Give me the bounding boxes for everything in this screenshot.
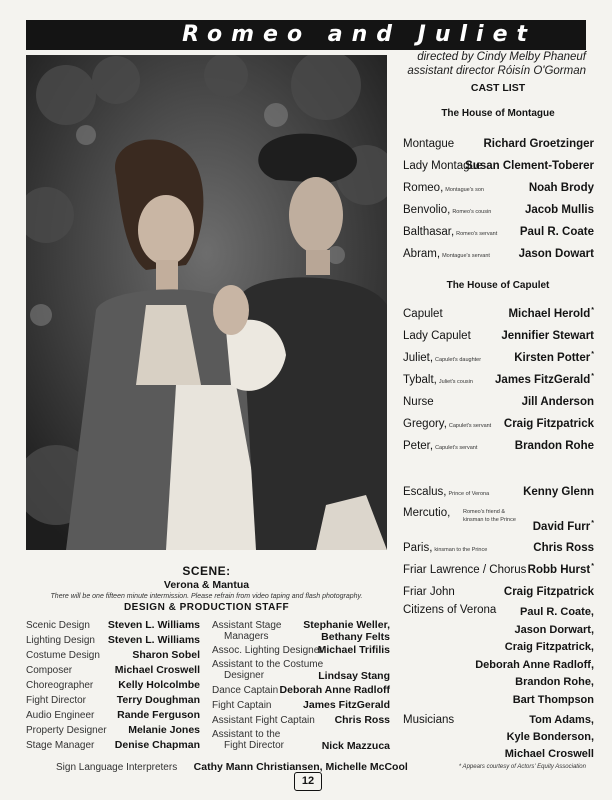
cast-actor: Jacob Mullis	[524, 204, 594, 216]
cast-actor-list	[505, 712, 594, 763]
staff-role: Choreographer	[26, 680, 94, 691]
cast-role: Lady Montague	[403, 160, 483, 172]
staff-role-line: Managers	[224, 631, 269, 642]
equity-mark: *	[591, 520, 594, 528]
cast-role: Citizens of Verona	[403, 604, 497, 616]
equity-mark: *	[591, 563, 594, 571]
cast-row	[403, 244, 594, 260]
cast-actor: Richard Groetzinger	[483, 138, 594, 150]
photo-romeo-juliet-icon	[26, 55, 387, 550]
cast-role-note: Romeo's servant	[456, 231, 498, 237]
staff-role-line: Designer	[224, 670, 265, 681]
cast-role: Abram,	[403, 248, 441, 260]
cast-row	[403, 348, 594, 364]
cast-actor: Jill Anderson	[521, 396, 594, 408]
cast-row	[403, 304, 594, 320]
cast-actor: Kyle Bonderson,	[506, 731, 594, 743]
equity-mark: *	[591, 351, 594, 359]
cast-role: Mercutio,	[403, 507, 451, 519]
staff-name: Kelly Holcolmbe	[118, 679, 200, 691]
staff-name: James FitzGerald	[303, 699, 390, 711]
interpreters-label: Sign Language Interpreters	[56, 762, 178, 773]
cast-role-note: Montague's servant	[442, 253, 490, 259]
staff-heading: DESIGN & PRODUCTION STAFF	[123, 602, 290, 613]
cast-row	[403, 414, 594, 430]
cast-role: Nurse	[403, 396, 434, 408]
cast-role: Juliet,	[403, 352, 434, 364]
cast-role: Paris,	[403, 542, 433, 554]
interpreters-line	[56, 757, 408, 775]
cast-row-mercutio	[403, 505, 594, 535]
staff-role: Composer	[26, 665, 73, 676]
staff-role-line: Assistant to the Costume	[212, 659, 324, 670]
cast-role-note: Capulet's servant	[448, 423, 492, 429]
cast-role: Musicians	[403, 714, 455, 726]
cast-row	[403, 222, 594, 238]
cast-role-note: Capulet's daughter	[435, 357, 482, 363]
cast-actor: Craig Fitzpatrick,	[504, 641, 594, 653]
cast-list-heading: CAST LIST	[470, 82, 526, 94]
production-photo	[26, 55, 387, 550]
staff-role-line: Assistant to the	[212, 729, 281, 740]
cast-role: Montague	[403, 138, 455, 150]
cast-actor: Michael Herold	[508, 308, 591, 320]
staff-name-line: Bethany Felts	[321, 631, 390, 643]
cast-actor-list	[475, 604, 594, 709]
cast-role: Friar John	[403, 586, 455, 598]
cast-role-note: kinsman to the Prince	[434, 547, 488, 553]
staff-name: Nick Mazzuca	[321, 740, 390, 752]
staff-role: Lighting Design	[26, 635, 95, 646]
staff-name: Melanie Jones	[128, 724, 200, 736]
cast-actor: Brandon Rohe,	[515, 676, 594, 688]
staff-name	[303, 619, 390, 643]
cast-row	[403, 370, 594, 386]
cast-actor: Tom Adams,	[529, 714, 594, 726]
cast-row	[403, 482, 594, 498]
cast-actor: Kenny Glenn	[523, 486, 594, 498]
cast-role-note	[463, 508, 516, 524]
cast-role: Friar Lawrence / Chorus	[403, 564, 527, 576]
staff-name: Chris Ross	[334, 714, 390, 726]
cast-role-note: Romeo's cousin	[452, 209, 492, 215]
cast-role: Tybalt,	[403, 374, 437, 386]
cast-row	[403, 560, 594, 576]
cast-actor: Jennifier Stewart	[501, 330, 594, 342]
staff-role	[212, 729, 284, 751]
staff-name: Steven L. Williams	[107, 619, 200, 631]
staff-role: Stage Manager	[26, 740, 95, 751]
equity-mark: *	[591, 307, 594, 315]
cast-role: Balthasar,	[403, 226, 455, 238]
cast-role: Peter,	[403, 440, 434, 452]
staff-role: Scenic Design	[26, 620, 90, 631]
staff-role: Dance Captain	[212, 685, 279, 696]
cast-actor: Michael Croswell	[504, 748, 594, 760]
staff-name-line: Stephanie Weller,	[303, 619, 390, 631]
staff-name: Deborah Anne Radloff	[279, 684, 390, 696]
cast-role-note-line: kinsman to the Prince	[463, 517, 516, 523]
staff-role-line: Assistant Stage	[212, 620, 282, 631]
cast-actor: Noah Brody	[528, 182, 594, 194]
cast-actor: Bart Thompson	[512, 693, 594, 706]
montague-heading: The House of Montague	[441, 108, 555, 119]
cast-row	[403, 436, 594, 452]
cast-actor: Deborah Anne Radloff,	[475, 658, 594, 671]
cast-actor: Robb Hurst	[527, 564, 591, 576]
staff-name: Sharon Sobel	[132, 649, 200, 661]
staff-name: Steven L. Williams	[107, 634, 200, 646]
cast-actor: Craig Fitzpatrick	[503, 418, 594, 430]
cast-row	[403, 200, 594, 216]
cast-actor: James FitzGerald	[495, 374, 591, 386]
cast-role-note: Capulet's servant	[435, 445, 478, 451]
director-credit	[407, 50, 586, 78]
staff-name: Michael Trifilis	[317, 644, 390, 656]
staff-name: Michael Croswell	[114, 664, 200, 676]
staff-name: Denise Chapman	[114, 739, 200, 751]
cast-role-note: Montague's son	[445, 187, 484, 193]
equity-footnote: * Appears courtesy of Actors' Equity Association	[458, 764, 586, 770]
cast-actor: David Furr	[532, 521, 591, 533]
intermission-note: There will be one fifteen minute intermission. Please refrain from video taping and flash photography.	[50, 593, 363, 600]
scene-block	[26, 564, 387, 600]
staff-role	[212, 659, 323, 681]
cast-actor: Kirsten Potter	[514, 352, 591, 364]
cast-row	[403, 134, 594, 150]
cast-row	[403, 178, 594, 194]
staff-role	[212, 620, 281, 642]
cast-actor: Jason Dowart	[518, 248, 594, 260]
staff-role: Fight Director	[26, 695, 87, 706]
cast-row	[403, 538, 594, 554]
cast-row	[403, 326, 594, 342]
director-line: directed by Cindy Melby Phaneuf	[417, 51, 586, 63]
cast-actor: Craig Fitzpatrick	[503, 586, 594, 598]
staff-role: Property Designer	[26, 725, 107, 736]
cast-row	[403, 156, 594, 172]
scene-heading: SCENE:	[182, 564, 231, 578]
staff-role-line: Fight Director	[224, 740, 285, 751]
cast-role: Capulet	[403, 308, 443, 320]
cast-role: Lady Capulet	[403, 330, 471, 342]
cast-role: Gregory,	[403, 418, 447, 430]
staff-role: Assistant Fight Captain	[212, 715, 315, 726]
page-number: 12	[294, 772, 322, 791]
staff-name: Terry Doughman	[116, 694, 200, 706]
cast-actor: Chris Ross	[533, 542, 594, 554]
cast-role: Romeo,	[403, 182, 444, 194]
equity-mark: *	[591, 373, 594, 381]
scene-place: Verona & Mantua	[163, 579, 250, 591]
cast-role-note: Juliet's cousin	[438, 379, 473, 385]
assistant-director-line: assistant director Róisín O'Gorman	[407, 65, 586, 77]
staff-role: Fight Captain	[212, 700, 272, 711]
title-banner	[26, 20, 586, 50]
cast-role-note-line: Romeo's friend &	[463, 509, 506, 515]
cast-role: Escalus,	[403, 486, 447, 498]
cast-actor: Paul R. Coate	[519, 226, 594, 238]
staff-role: Assoc. Lighting Designer	[212, 645, 323, 656]
cast-actor: Brandon Rohe	[514, 440, 594, 452]
cast-role-note: Prince of Verona	[448, 491, 490, 497]
staff-name: Rande Ferguson	[117, 709, 200, 721]
capulet-heading: The House of Capulet	[446, 280, 550, 291]
cast-actor: Susan Clement-Toberer	[465, 160, 594, 172]
play-title: Romeo and Juliet	[182, 22, 536, 47]
cast-row	[403, 582, 594, 598]
cast-row	[403, 392, 594, 408]
interpreters-names: Cathy Mann Christiansen, Michelle McCool	[193, 761, 408, 773]
cast-actor: Jason Dorwart,	[514, 623, 594, 636]
cast-role: Benvolio,	[403, 204, 451, 216]
staff-role: Costume Design	[26, 650, 100, 661]
staff-role: Audio Engineer	[26, 710, 95, 721]
cast-actor: Paul R. Coate,	[520, 606, 594, 618]
staff-name: Lindsay Stang	[318, 670, 390, 682]
